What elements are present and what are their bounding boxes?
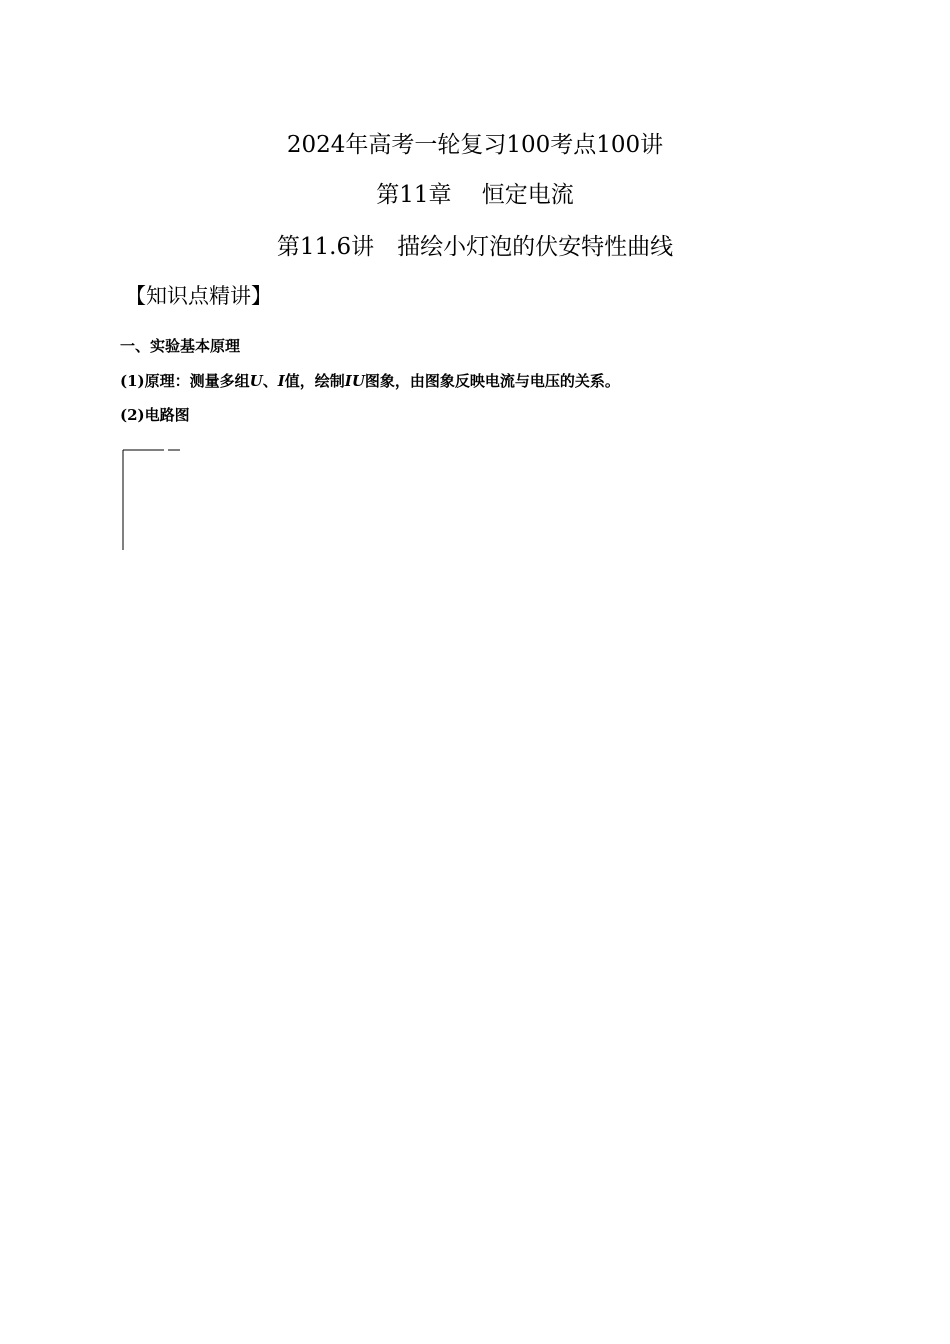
principle-text: (1)原理：测量多组U、I值，绘制IU图象，由图象反映电流与电压的关系。 — [120, 372, 620, 390]
lecture-title: 第11.6讲 描绘小灯泡的伏安特性曲线 — [276, 234, 674, 260]
circuit-diagram — [118, 438, 238, 588]
chapter-title: 第11章 恒定电流 — [376, 182, 574, 208]
section-heading: 【知识点精讲】 — [125, 284, 272, 308]
document-title: 2024年高考一轮复习100考点100讲 — [286, 132, 664, 158]
part1-heading: 一、实验基本原理 — [120, 337, 241, 355]
circuit-heading: (2)电路图 — [120, 406, 190, 424]
